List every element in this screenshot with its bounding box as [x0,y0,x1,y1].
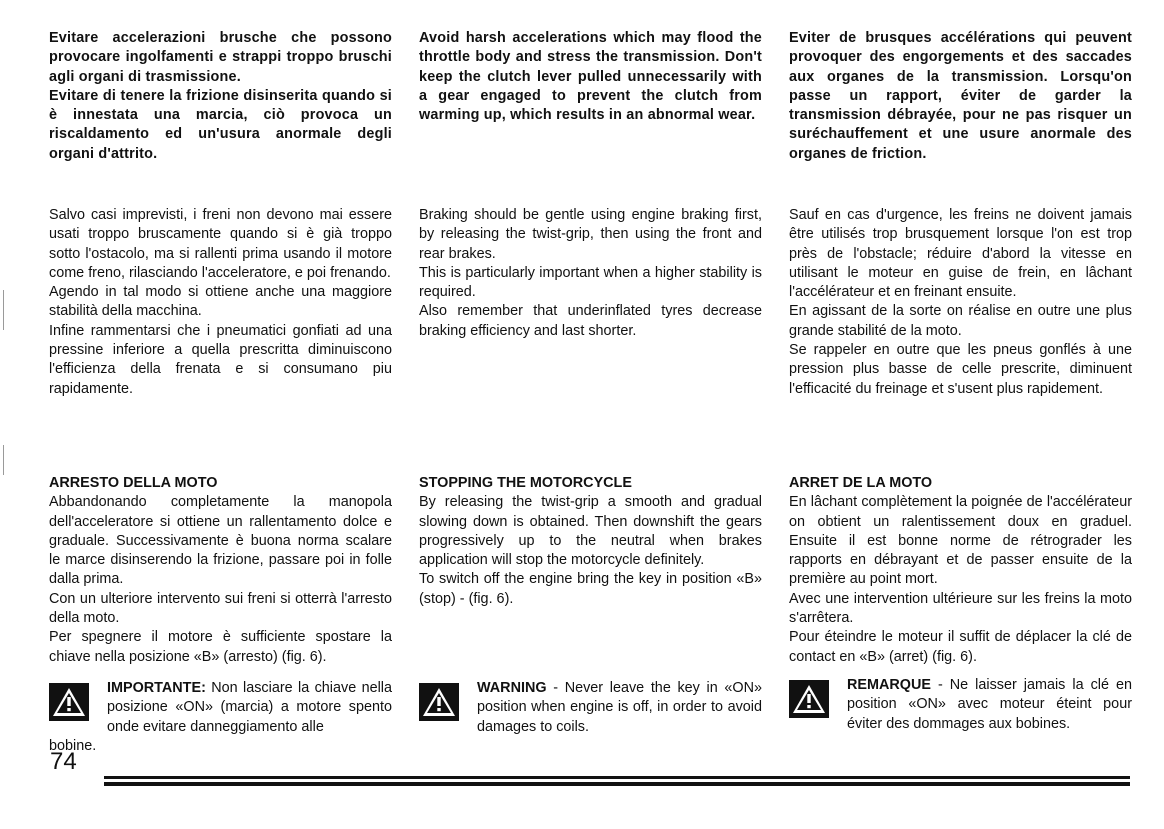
italian-intro-block [49,29,392,164]
warning-triangle-icon [789,680,829,718]
english-braking-text-3: Also remember that underinflated tyres decrease braking efficiency and last shorter. [419,303,762,339]
english-stopping-text-1: By releasing the twist-grip a smooth and gradual slowing down is obtained. Then downshift the gears progressively up to the neutral when brakes application will stop the motorcycle definitely. [419,494,762,569]
italian-stopping-heading: ARRESTO DELLA MOTO [49,475,218,491]
french-braking-block [789,206,1132,399]
italian-braking-block [49,206,392,399]
english-stopping-heading: STOPPING THE MOTORCYCLE [419,475,632,491]
footer-rule-top [104,776,1130,779]
italian-warning-label: IMPORTANTE: [107,680,206,696]
scan-margin-mark [3,290,4,330]
english-braking-text-1: Braking should be gentle using engine braking first, by releasing the twist-grip, then using the front and rear brakes. [419,207,762,262]
french-braking-text-3: Se rappeler en outre que les pneus gonflés à une pression plus basse de celle prescrite, diminuent l'efficacité du freinage et s'usent plus rapidement. [789,342,1132,397]
page-number: 74 [50,748,77,775]
french-intro-block [789,29,1132,164]
english-stopping-text-2: To switch off the engine bring the key in position «B» (stop) - (fig. 6). [419,571,762,607]
italian-warning-tail: bobine. [49,737,97,754]
french-stopping-block [789,474,1132,667]
english-intro-block [419,29,762,125]
english-warning-text: - Never leave the key in «ON» position when engine is off, in order to avoid damages to coils. [477,680,763,735]
french-stopping-heading: ARRET DE LA MOTO [789,475,933,491]
english-warning-note [419,679,762,737]
french-warning-text: - Ne laisser jamais la clé en position «ON» avec moteur éteint pour éviter des dommages aux bobines. [847,677,1132,732]
french-warning-label: REMARQUE [847,677,931,693]
english-braking-block [419,206,762,341]
french-stopping-text-2: Avec une intervention ultérieure sur les freins la moto s'arrêtera. [789,590,1132,627]
french-braking-text-1: Sauf en cas d'urgence, les freins ne doivent jamais être utilisés trop brusquement lorsque l'on est trop près de l'obstacle; réduire d'abord la vitesse en utilisant le moteur en guise de frein, en lâchant l'accélérateur et en freinant ensuite. [789,207,1132,301]
italian-stopping-text-1: Abbandonando completamente la manopola dell'acceleratore si ottiene un rallentamento dolce e graduale. Successivamente è buona norma scalare le marce disinserendo la frizione, passare poi in folle dalla prima. [49,494,392,588]
french-stopping-text-1: En lâchant complètement la poignée de l'accélérateur on obtient un ralentissement doux en graduel. Ensuite il est bonne norme de rétrograder les rapports en débrayant et de passer ensuite de la première au point mort. [789,494,1132,588]
french-intro-text: Eviter de brusques accélérations qui peuvent provoquer des engorgements et des saccades aux organes de la transmission. Lorsqu'on passe un rapport, éviter de garder la transmission débrayée, pour ne pas risquer un suréchauffement et une usure anormale des organes de friction. [789,30,1132,162]
warning-triangle-icon [419,683,459,721]
italian-braking-text-3: Infine rammentarsi che i pneumatici gonfiati ad una pressine inferiore a quella prescritta diminuiscono l'efficienza della frenata e si consumano piu rapidamente. [49,322,392,397]
italian-intro-text: Evitare accelerazioni brusche che possono provocare ingolfamenti e strappi troppo bruschi agli organi di trasmissione. [49,30,392,85]
italian-stopping-text-2: Con un ulteriore intervento sui freni si otterrà l'arresto della moto. [49,590,392,627]
english-stopping-block [419,474,762,609]
italian-braking-text-1: Salvo casi imprevisti, i freni non devono mai essere usati troppo bruscamente quando si è già troppo sotto l'ostacolo, ma si rallenti prima usando il motore come freno, rilasciando l'acceleratore, e poi frenando. [49,207,392,281]
french-braking-text-2: En agissant de la sorte on réalise en outre une plus grande stabilité de la moto. [789,303,1132,339]
italian-braking-text-2: Agendo in tal modo si ottiene anche una maggiore stabilità della macchina. [49,284,392,320]
scan-margin-mark [3,445,4,475]
italian-warning-note [49,679,392,756]
footer-rule-bottom [104,782,1130,786]
italian-stopping-block [49,474,392,667]
italian-warning-text: Non lasciare la chiave nella posizione «ON» (marcia) a motore spento onde evitare danneggiamento alle [107,680,392,735]
french-stopping-text-3: Pour éteindre le moteur il suffit de déplacer la clé de contact en «B» (arret) (fig. 6). [789,629,1132,665]
warning-triangle-icon [49,683,89,721]
italian-clutch-text: Evitare di tenere la frizione disinserita quando si è innestata una marcia, ciò provoca un riscaldamento ed un'usura anormale degli organi d'attrito. [49,87,392,162]
italian-stopping-text-3: Per spegnere il motore è sufficiente spostare la chiave nella posizione «B» (arresto) (fig. 6). [49,629,392,665]
french-warning-note [789,676,1132,734]
english-intro-text: Avoid harsh accelerations which may flood the throttle body and stress the transmission. Don't keep the clutch lever pulled unnecessarily with a gear engaged to prevent the clutch from warming up, which results in an abnormal wear. [419,30,762,124]
english-braking-text-2: This is particularly important when a higher stability is required. [419,264,762,301]
english-warning-label: WARNING [477,680,547,696]
